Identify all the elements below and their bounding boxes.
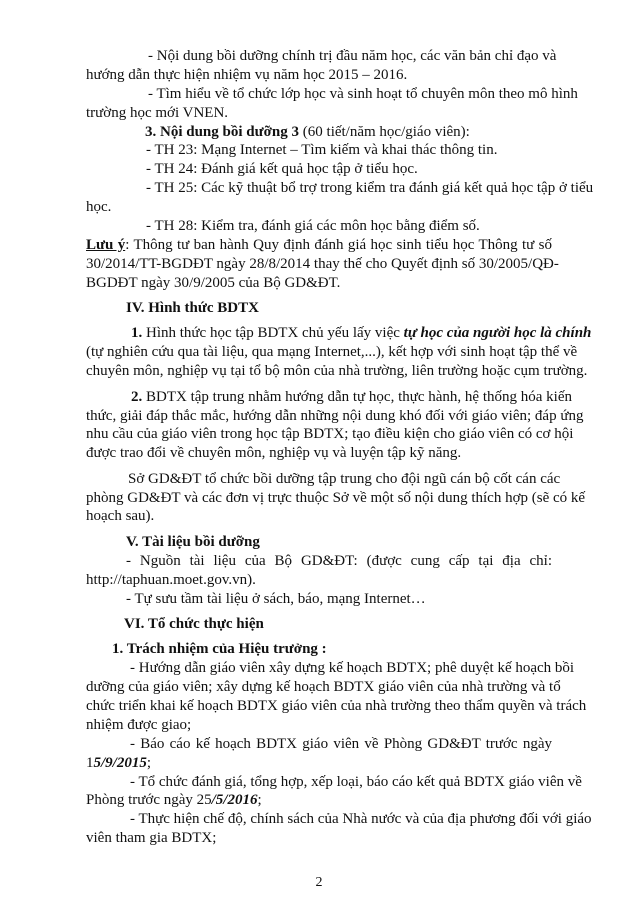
- section-iv-para2-line4: được trao đổi về chuyên môn, nghiệp vụ và luyện tập kỹ năng.: [86, 445, 462, 462]
- principal-item3: - Tổ chức đánh giá, tổng hợp, xếp loại, báo cáo kết quả BDTX giáo viên về: [130, 773, 582, 790]
- note-line: [86, 236, 552, 255]
- section-iv-para1-line2: (tự nghiên cứu qua tài liệu, qua mạng Internet,...), kết hợp với sinh hoạt tập thể về: [86, 344, 578, 361]
- section-vi-heading: VI. Tổ chức thực hiện: [124, 615, 264, 632]
- note-text: : Thông tư ban hành Quy định đánh giá học sinh tiểu học Thông tư số: [125, 236, 552, 253]
- principal-responsibility-heading: 1. Trách nhiệm của Hiệu trưởng :: [112, 641, 327, 658]
- section-iv-para1: [86, 324, 592, 343]
- item2-date-prefix: 1: [86, 754, 94, 771]
- para2-text: BDTX tập trung nhằm hướng dẫn tự học, thực hành, hệ thống hóa kiến: [142, 388, 572, 405]
- note-line-2: 30/2014/TT-BGDĐT ngày 28/8/2014 thay thế cho Quyết định số 30/2005/QĐ-: [86, 255, 559, 272]
- item3-deadline-date: /5/2016: [211, 792, 258, 809]
- para2-number: 2.: [131, 388, 143, 405]
- section-iv-para2: [86, 388, 572, 407]
- section-iv-para2-line2: thức, giải đáp thắc mắc, hướng dẫn những nội dung khó đối với giáo viên; đáp ứng: [86, 407, 584, 424]
- module-th25-cont: học.: [86, 199, 112, 216]
- section-iv-para1-line3: chuyên môn, nghiệp vụ tại tổ bộ môn của nhà trường, liên trường hoặc cụm trường.: [86, 363, 588, 380]
- note-line-3: BGDĐT ngày 30/9/2005 của Bộ GD&ĐT.: [86, 274, 341, 291]
- module-th25: - TH 25: Các kỹ thuật bổ trợ trong kiểm tra đánh giá kết quả học tập ở tiểu: [146, 180, 594, 197]
- section-iv-para2-line3: nhu cầu của giáo viên trong học tập BDTX; tạo điều kiện cho giáo viên có cơ hội: [86, 426, 574, 443]
- section-iv-para3: Sở GD&ĐT tổ chức bồi dưỡng tập trung cho đội ngũ cán bộ cốt cán các: [128, 470, 561, 487]
- principal-item1: - Hướng dẫn giáo viên xây dựng kế hoạch BDTX; phê duyệt kế hoạch bồi: [130, 660, 575, 677]
- page-number: 2: [315, 875, 323, 890]
- section-v-item1: - Nguồn tài liệu của Bộ GD&ĐT: (được cung cấp tại địa chỉ:: [126, 552, 552, 569]
- item3-date-suffix: ;: [257, 792, 262, 809]
- section-iv-para3-line3: hoạch sau).: [86, 508, 155, 525]
- note-label: Lưu ý: [86, 236, 126, 253]
- principal-item4-line2: viên tham gia BDTX;: [86, 830, 217, 847]
- para1-text: Hình thức học tập BDTX chủ yếu lấy việc: [142, 325, 404, 342]
- principal-item1-line3: chức triển khai kế hoạch BDTX giáo viên của nhà trường theo thẩm quyền và trách: [86, 698, 587, 714]
- module-th24: - TH 24: Đánh giá kết quả học tập ở tiểu học.: [146, 161, 418, 178]
- section-v-heading: V. Tài liệu bồi dưỡng: [126, 533, 260, 550]
- text-column: [86, 47, 594, 848]
- principal-item2: - Báo cáo kế hoạch BDTX giáo viên về Phòng GD&ĐT trước ngày: [130, 735, 552, 752]
- section-v-item2: - Tự sưu tầm tài liệu ở sách, báo, mạng Internet…: [126, 590, 426, 607]
- content-3-title: 3. Nội dung bồi dưỡng 3: [145, 123, 300, 140]
- module-th23: - TH 23: Mạng Internet – Tìm kiếm và khai thác thông tin.: [146, 142, 498, 159]
- section-v-item1-url: http://taphuan.moet.gov.vn).: [86, 571, 256, 588]
- vnen-item-cont: trường học mới VNEN.: [86, 104, 229, 121]
- item2-date-suffix: ;: [146, 754, 152, 771]
- module-th28: - TH 28: Kiểm tra, đánh giá các môn học bằng điểm số.: [146, 218, 480, 235]
- principal-item2-line2: [86, 754, 552, 773]
- section-iv-heading: IV. Hình thức BDTX: [126, 300, 259, 317]
- political-training-item-cont: hướng dẫn thực hiện nhiệm vụ năm học 2015 – 2016.: [86, 66, 408, 83]
- vnen-item: - Tìm hiểu về tổ chức lớp học và sinh hoạt tổ chuyên môn theo mô hình: [148, 85, 578, 102]
- principal-item1-line2: dưỡng của giáo viên; xây dựng kế hoạch BDTX giáo viên của nhà trường và tổ: [86, 679, 561, 696]
- principal-item1-line4: nhiệm được giao;: [86, 716, 192, 733]
- para1-emphasis: tự học của người học là chính: [403, 325, 592, 342]
- para1-number: 1.: [131, 325, 143, 342]
- content-3-heading: [86, 123, 552, 142]
- political-training-item: - Nội dung bồi dưỡng chính trị đầu năm học, các văn bản chỉ đạo và: [148, 48, 557, 64]
- principal-item4: - Thực hiện chế độ, chính sách của Nhà nước và của địa phương đối với giáo: [130, 811, 592, 828]
- item2-deadline-date: 5/9/2015: [93, 754, 147, 771]
- section-iv-para3-line2: phòng GD&ĐT và các đơn vị trực thuộc Sở về một số nội dung thích hợp (sẽ có kế: [86, 489, 586, 506]
- item3-date-prefix: Phòng trước ngày 25: [86, 792, 212, 809]
- content-3-note: (60 tiết/năm học/giáo viên):: [299, 123, 470, 140]
- principal-item3-line2: [86, 791, 552, 810]
